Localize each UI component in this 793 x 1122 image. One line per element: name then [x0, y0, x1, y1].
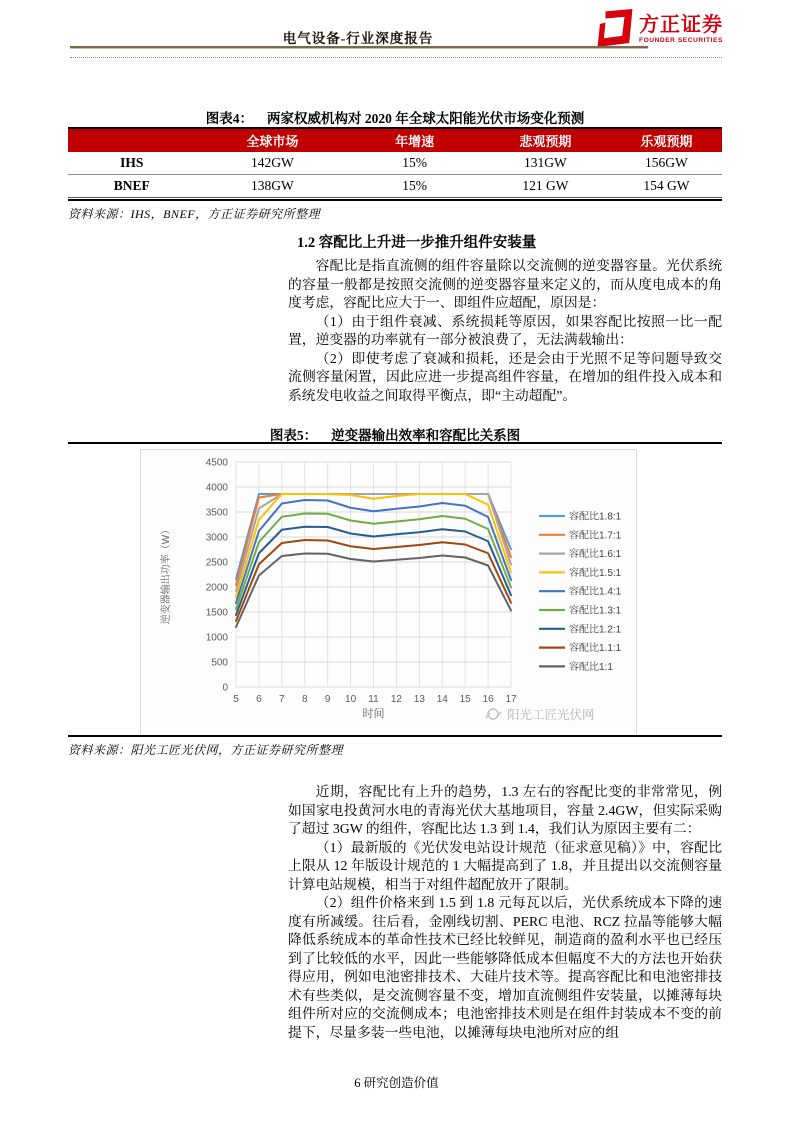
x-tick-label: 9 [324, 694, 331, 705]
x-tick-label: 15 [459, 694, 471, 705]
table-row-bnef [68, 175, 722, 198]
figure5-caption: 逆变器输出效率和容配比关系图 [331, 428, 521, 443]
y-tick-label: 3000 [205, 532, 228, 544]
watermark [486, 709, 501, 719]
x-tick-label: 12 [390, 694, 402, 705]
y-axis-title: 逆变器输出功率（W） [161, 524, 172, 625]
brand-name-en: FOUNDER SECURITIES [639, 37, 723, 45]
y-tick-label: 2500 [205, 557, 228, 569]
cell: 15% [349, 175, 480, 198]
table-row-ihs [68, 152, 722, 175]
cell: 15% [349, 152, 480, 175]
figure5-rule [68, 442, 722, 444]
paragraph: （1）由于组件衰减、系统损耗等原因，如果容配比按照一比一配置，逆变器的功率就有一部分被浪费了，无法满载输出： [288, 313, 722, 347]
cell: 121 GW [480, 175, 611, 198]
y-tick-label: 2000 [205, 582, 228, 594]
figure5-title [68, 424, 722, 444]
figure4-source: 资料来源：IHS，BNEF，方正证券研究所整理 [68, 199, 722, 222]
paragraph: 容配比是指直流侧的组件容量除以交流侧的逆变器容量。光伏系统的容量一般都是按照交流侧的逆变器容量来定义的，而从度电成本的角度考虑，容配比应大于一、即组件应超配，原因是： [288, 258, 722, 310]
watermark-text: 阳光工匠光伏网 [507, 708, 595, 722]
x-tick-label: 5 [233, 694, 239, 705]
page-footer [0, 1073, 793, 1091]
y-tick-label: 0 [222, 682, 228, 694]
figure5-chart [140, 449, 637, 736]
y-tick-label: 1500 [205, 607, 228, 619]
row-label: IHS [68, 152, 196, 175]
x-tick-label: 16 [482, 694, 494, 705]
x-tick-label: 6 [256, 694, 262, 705]
figure5-source: 资料来源：阳光工匠光伏网，方正证券研究所整理 [68, 735, 722, 758]
section-heading: 1.2 容配比上升进一步推升组件安装量 [297, 235, 537, 251]
paragraph: （2）组件价格来到 1.5 到 1.8 元每瓦以后，光伏系统成本下降的速度有所减缓。往后看，金刚线切割、PERC 电池、RCZ 拉晶等能够大幅降低系统成本的革命性技术已经比较鲜见，制造商的盈利水平也已经压到了比较低的水平，因此一些能够降低成本但幅度不大的方法也开始获得应用，例如电池密排技术、大硅片技术等。提高容配比和电池密排技术有些类似，是交流侧容量不变，增加直流侧组件安装量，以摊薄每块组件所对应的交流侧成本；电池密排技术则是在组件封装成本不变的前提下，尽量多装一些电池，以摊薄每块电池所对应的组 [288, 895, 722, 1040]
y-tick-label: 4500 [205, 457, 228, 469]
legend-label: 容配比1.4:1 [569, 586, 622, 598]
x-tick-label: 8 [301, 694, 308, 705]
legend-label: 容配比1.6:1 [569, 549, 622, 561]
table-col-growth: 年增速 [349, 128, 480, 152]
cell: 154 GW [611, 175, 722, 198]
brand-name-cn: 方正证券 [639, 14, 723, 37]
page-number: 6 [354, 1076, 361, 1090]
figure4-label: 图表4： [205, 111, 253, 126]
cell: 156GW [611, 152, 722, 175]
cell: 138GW [196, 175, 350, 198]
forecast-table [68, 127, 722, 198]
paragraph: 近期，容配比有上升的趋势，1.3 左右的容配比变的非常常见，例如国家电投黄河水电的青海光伏大基地项目，容量 2.4GW，但实际采购了超过 3GW 的组件，容配比达 1.3 到 1.4，我们认为原因主要有二： [288, 784, 722, 836]
legend-label: 容配比1.1:1 [569, 643, 622, 655]
legend-label: 容配比1.7:1 [569, 530, 622, 542]
table-col-bull: 乐观预期 [611, 128, 722, 152]
body-text-block-2 [288, 783, 722, 1042]
y-tick-label: 500 [211, 657, 228, 669]
x-tick-label: 7 [279, 694, 285, 705]
legend-label: 容配比1.8:1 [569, 511, 622, 523]
figure5-label: 图表5： [269, 428, 318, 443]
line-chart [141, 450, 636, 735]
legend-label: 容配比1.5:1 [569, 567, 622, 579]
report-type-title: 电气设备-行业深度报告 [282, 31, 434, 46]
y-tick-label: 3500 [205, 507, 228, 519]
table-header-row [68, 128, 722, 152]
table-col-bear: 悲观预期 [480, 128, 611, 152]
figure4-title [68, 107, 722, 127]
row-label: BNEF [68, 175, 196, 198]
paragraph: （2）即使考虑了衰减和损耗，还是会由于光照不足等问题导致交流侧容量闲置，因此应进一步提高组件容量，在增加的组件投入成本和系统发电收益之间取得平衡点，即“主动超配”。 [288, 350, 722, 403]
footer-slogan: 研究创造价值 [363, 1076, 439, 1090]
legend-label: 容配比1.2:1 [569, 624, 622, 636]
legend-label: 容配比1:1 [569, 661, 613, 673]
paragraph: （1）最新版的《光伏发电站设计规范（征求意见稿）》中，容配比上限从 12 年版设计规范的 1 大幅提高到了 1.8，并且提出以交流侧容量计算电站规模，相当于对组件超配放开了限制。 [288, 839, 722, 892]
y-tick-label: 4000 [205, 482, 228, 494]
header-rule [70, 46, 648, 49]
figure4-caption: 两家权威机构对 2020 年全球太阳能光伏市场变化预测 [267, 111, 585, 126]
cell: 142GW [196, 152, 350, 175]
body-text-block-1 [288, 257, 722, 405]
table-col-global: 全球市场 [196, 128, 350, 152]
x-tick-label: 14 [436, 694, 448, 705]
x-tick-label: 17 [505, 694, 517, 705]
header-dotted-rule [70, 57, 722, 58]
x-axis-title: 时间 [362, 708, 385, 720]
y-tick-label: 1000 [205, 632, 228, 644]
x-tick-label: 10 [345, 694, 357, 705]
legend-label: 容配比1.3:1 [569, 605, 622, 617]
x-tick-label: 13 [413, 694, 425, 705]
cell: 131GW [480, 152, 611, 175]
table-col-blank [68, 128, 196, 152]
x-tick-label: 11 [368, 694, 379, 705]
